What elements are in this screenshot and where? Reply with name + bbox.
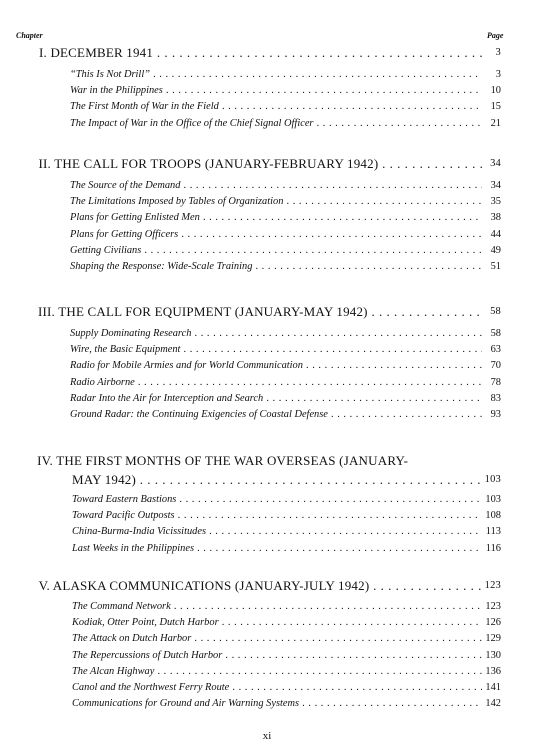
section-page: 10	[490, 85, 501, 97]
toc-section	[0, 696, 534, 712]
chapter-heading	[0, 43, 534, 62]
chapter-title: ALASKA COMMUNICATIONS (JANUARY-JULY 1942)	[52, 578, 370, 593]
section-title: Last Weeks in the Philippines	[72, 542, 194, 554]
section-title: The Source of the Demand	[70, 180, 181, 191]
toc-section	[0, 326, 534, 342]
section-title: Radar Into the Air for Interception and Search	[70, 392, 264, 404]
section-title: Communications for Ground and Air Warning Systems	[72, 698, 300, 710]
section-page: 21	[490, 117, 501, 129]
section-page: 136	[485, 665, 501, 677]
section-page: 3	[495, 69, 501, 80]
section-page: 38	[490, 212, 501, 224]
section-page: 83	[490, 392, 501, 404]
section-title: Shaping the Response: Wide-Scale Training	[70, 260, 253, 272]
chapter-heading	[0, 302, 534, 321]
section-page: 51	[490, 260, 501, 272]
chapter-number: II.	[38, 156, 51, 171]
chapter-page: 123	[484, 580, 501, 591]
toc-section	[0, 375, 534, 391]
chapter-page: 3	[495, 47, 501, 58]
section-page: 44	[490, 228, 501, 240]
chapter-heading	[0, 154, 534, 173]
section-title: Ground Radar: the Continuing Exigencies of Coastal Defense	[70, 408, 328, 420]
toc-section	[0, 631, 534, 647]
section-page: 35	[490, 196, 501, 208]
toc-section	[0, 407, 534, 423]
section-title: The Alcan Highway	[72, 665, 155, 677]
toc-section	[0, 342, 534, 358]
chapter-number: V.	[38, 578, 50, 593]
chapter-title: THE CALL FOR TROOPS (JANUARY-FEBRUARY 1942)	[54, 156, 379, 171]
toc-section	[0, 259, 534, 275]
toc-section	[0, 615, 534, 631]
toc-section	[0, 99, 534, 115]
chapter-column-header: Chapter	[16, 31, 43, 40]
section-page: 15	[490, 101, 501, 113]
chapter-heading	[0, 451, 534, 470]
section-title: The Command Network	[72, 601, 171, 612]
toc-section	[0, 67, 534, 83]
toc-section	[0, 116, 534, 132]
chapter-number: IV.	[37, 453, 53, 468]
section-title: China-Burma-India Vicissitudes	[72, 526, 207, 538]
section-title: The First Month of War in the Field	[70, 101, 219, 113]
section-title: Plans for Getting Enlisted Men	[70, 212, 200, 224]
section-title: The Limitations Imposed by Tables of Organization	[70, 196, 284, 208]
section-title: Toward Pacific Outposts	[72, 510, 175, 522]
section-title: Kodiak, Otter Point, Dutch Harbor	[72, 617, 219, 629]
toc-section	[0, 524, 534, 540]
section-title: The Impact of War in the Office of the Chief Signal Officer	[70, 117, 314, 129]
toc-section	[0, 391, 534, 407]
chapter-number: I.	[39, 45, 47, 60]
section-page: 58	[490, 328, 501, 339]
chapter-title: DECEMBER 1941	[50, 45, 154, 60]
chapter-heading-continued	[0, 470, 534, 489]
toc-chapter-4	[0, 451, 534, 557]
section-page: 93	[490, 408, 501, 420]
chapter-page: 58	[490, 306, 501, 317]
section-page: 63	[490, 344, 501, 356]
toc-section	[0, 210, 534, 226]
chapter-title: THE FIRST MONTHS OF THE WAR OVERSEAS (JANUARY-	[56, 453, 409, 468]
section-title: Radio Airborne	[70, 376, 135, 388]
section-title: Getting Civilians	[70, 244, 142, 256]
section-title: Toward Eastern Bastions	[72, 494, 177, 505]
toc-section	[0, 194, 534, 210]
chapter-title-continued: MAY 1942)	[72, 472, 137, 487]
section-title: War in the Philippines	[70, 85, 163, 97]
toc-chapter-1	[0, 43, 534, 132]
chapter-page: 103	[484, 474, 501, 485]
toc-section	[0, 648, 534, 664]
section-title: The Repercussions of Dutch Harbor	[72, 649, 223, 661]
toc-chapter-3	[0, 302, 534, 423]
section-title: Radio for Mobile Armies and for World Communication	[70, 360, 303, 372]
chapter-heading	[0, 576, 534, 595]
section-page: 126	[485, 617, 501, 629]
section-page: 142	[485, 698, 501, 710]
section-title: Plans for Getting Officers	[70, 228, 179, 240]
chapter-title: THE CALL FOR EQUIPMENT (JANUARY-MAY 1942)	[58, 304, 368, 319]
section-page: 34	[490, 180, 501, 191]
toc-section	[0, 227, 534, 243]
page-column-header: Page	[487, 31, 504, 40]
section-page: 108	[485, 510, 501, 522]
section-title: “This Is Not Drill”	[70, 69, 150, 80]
toc-section	[0, 508, 534, 524]
section-page: 129	[485, 633, 501, 645]
toc-section	[0, 492, 534, 508]
chapter-number: III.	[37, 304, 55, 319]
section-page: 103	[485, 494, 501, 505]
section-page: 141	[485, 681, 501, 693]
toc-section	[0, 358, 534, 374]
section-page: 70	[490, 360, 501, 372]
section-page: 130	[485, 649, 501, 661]
toc-section	[0, 83, 534, 99]
toc-section	[0, 664, 534, 680]
toc-section	[0, 599, 534, 615]
toc-section	[0, 541, 534, 557]
chapter-page: 34	[490, 158, 501, 169]
toc-section	[0, 243, 534, 259]
section-title: Wire, the Basic Equipment	[70, 344, 181, 356]
section-title: The Attack on Dutch Harbor	[72, 633, 192, 645]
section-title: Canol and the Northwest Ferry Route	[72, 681, 230, 693]
toc-section	[0, 680, 534, 696]
toc-chapter-2	[0, 154, 534, 275]
section-page: 123	[485, 601, 501, 612]
section-page: 116	[485, 542, 501, 554]
section-title: Supply Dominating Research	[70, 328, 192, 339]
toc-section	[0, 178, 534, 194]
section-page: 78	[490, 376, 501, 388]
toc-chapter-5	[0, 576, 534, 712]
page-folio: xi	[262, 730, 272, 742]
section-page: 113	[485, 526, 501, 538]
section-page: 49	[490, 244, 501, 256]
